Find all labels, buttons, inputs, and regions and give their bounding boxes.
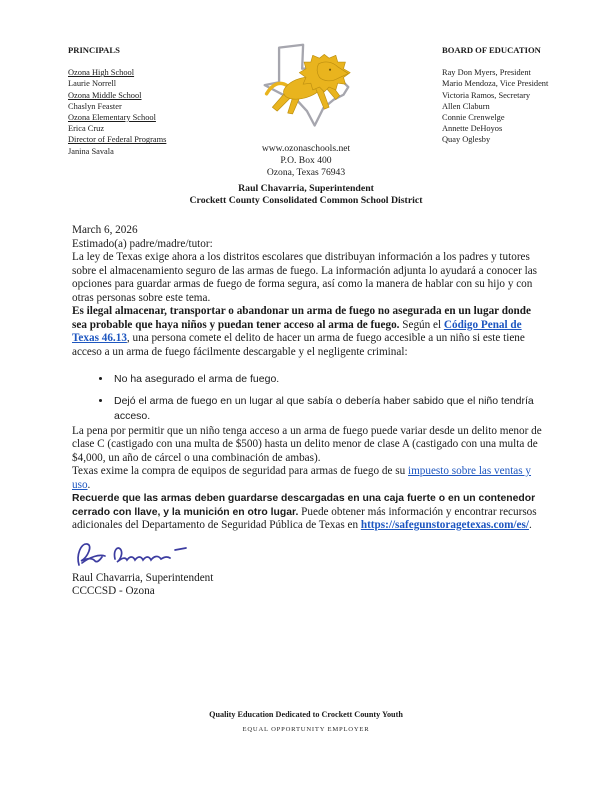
principals-title: PRINCIPALS	[68, 45, 120, 55]
principal-school: Ozona Middle School	[68, 90, 142, 100]
paragraph-intro: La ley de Texas exige ahora a los distritos escolares que distribuyan información a los padres y tutores sobre el almacenamiento seguro de las armas de fuego. La información adjunta lo ayudará a conocer las opciones para guardar armas de fuego de forma segura, así como la manera de hablar con su hijo y con otras personas sobre este tema.	[72, 251, 538, 304]
principal-name: Chaslyn Feaster	[68, 101, 122, 111]
paragraph-penalties: La pena por permitir que un niño tenga acceso a un arma de fuego puede variar desde un delito menor de clase C (castigado con una multa de $500) hasta un delito menor de clase A (castigado con una multa de $4,000, un año de cárcel o una combinación de ambas).	[72, 424, 542, 464]
principal-name: Janina Savala	[68, 146, 114, 156]
principal-name: Laurie Norrell	[68, 79, 117, 89]
letter-body	[72, 224, 542, 599]
website-text: www.ozonaschools.net	[261, 143, 351, 154]
handwritten-signature	[72, 538, 542, 572]
principal-school: Director of Federal Programs	[68, 135, 167, 145]
paragraph-storage-reminder	[72, 492, 542, 533]
principal-name: Erica Cruz	[68, 124, 105, 134]
more-info-period: .	[528, 519, 532, 531]
signature-icon	[72, 538, 190, 572]
paragraph-tax-exemption	[72, 465, 542, 492]
district-line: Crockett County Consolidated Common School District	[189, 195, 423, 207]
board-member: Allen Claburn	[442, 101, 490, 111]
superintendent-line: Raul Chavarria, Superintendent	[238, 182, 374, 194]
bullet-item: • Dejó el arma de fuego en un lugar al que sabía o debería haber sabido que el niño tendría acceso.	[112, 394, 542, 425]
illegal-storage-bold-text: Es ilegal almacenar, transportar o abandonar un arma de fuego no asegurada en un lugar donde sea probable que haya niños y puedan tener acceso al arma de fuego.	[72, 305, 531, 331]
tax-exemption-period: .	[87, 478, 91, 491]
tax-exemption-text: Texas exime la compra de equipos de seguridad para armas de fuego de su	[72, 465, 408, 477]
board-member: Quay Oglesby	[442, 135, 491, 145]
page-footer	[0, 710, 612, 733]
safe-gun-storage-link[interactable]: https://safegunstoragetexas.com/es/	[360, 519, 529, 531]
letter-date: March 6, 2026	[72, 224, 138, 236]
bullet-item: • No ha asegurado el arma de fuego.	[112, 372, 542, 388]
board-member: Connie Crenwelge	[442, 113, 505, 123]
sales-tax-link[interactable]: impuesto sobre las ventas y uso	[72, 465, 532, 491]
paragraph-illegal-storage	[72, 305, 542, 359]
texas-lion-icon	[252, 38, 360, 138]
signer-name: Raul Chavarria, Superintendent	[72, 571, 214, 584]
board-member: Mario Mendoza, Vice President	[442, 79, 549, 89]
footer-eoe: EQUAL OPPORTUNITY EMPLOYER	[242, 726, 370, 733]
penal-code-link[interactable]: Código Penal de Texas 46.13	[72, 318, 522, 344]
board-member: Ray Don Myers, President	[442, 68, 531, 78]
board-member: Annette DeHoyos	[442, 124, 503, 134]
storage-reminder-bold-text: Recuerde que las armas deben guardarse descargadas en una caja fuerte o en un contenedor cerrado con llave, y la munición en otro lugar.	[72, 493, 536, 518]
footer-motto: Quality Education Dedicated to Crockett County Youth	[209, 710, 403, 719]
texas-lion-logo	[252, 38, 360, 138]
segun-el-text: Según el	[399, 318, 444, 331]
board-member: Victoria Ramos, Secretary	[442, 90, 531, 100]
salutation: Estimado(a) padre/madre/tutor:	[72, 237, 213, 250]
board-title: BOARD OF EDUCATION	[442, 45, 541, 55]
accessible-child-text: , una persona comete el delito de hacer un arma de fuego accesible a un niño si este tiene acceso a un arma de fuego fácilmente descargable y el negligente criminal:	[72, 332, 525, 358]
city-text: Ozona, Texas 76943	[266, 167, 346, 179]
negligence-bullet-list	[72, 372, 542, 425]
principal-school: Ozona High School	[68, 68, 135, 78]
signer-org: CCCCSD - Ozona	[72, 585, 155, 597]
letterhead-center	[0, 38, 612, 208]
po-box-text: P.O. Box 400	[280, 155, 332, 167]
more-info-text: Puede obtener más información y encontrar recursos adicionales del Departamento de Seguridad Pública de Texas en	[72, 505, 537, 531]
principal-school: Ozona Elementary School	[68, 113, 156, 123]
